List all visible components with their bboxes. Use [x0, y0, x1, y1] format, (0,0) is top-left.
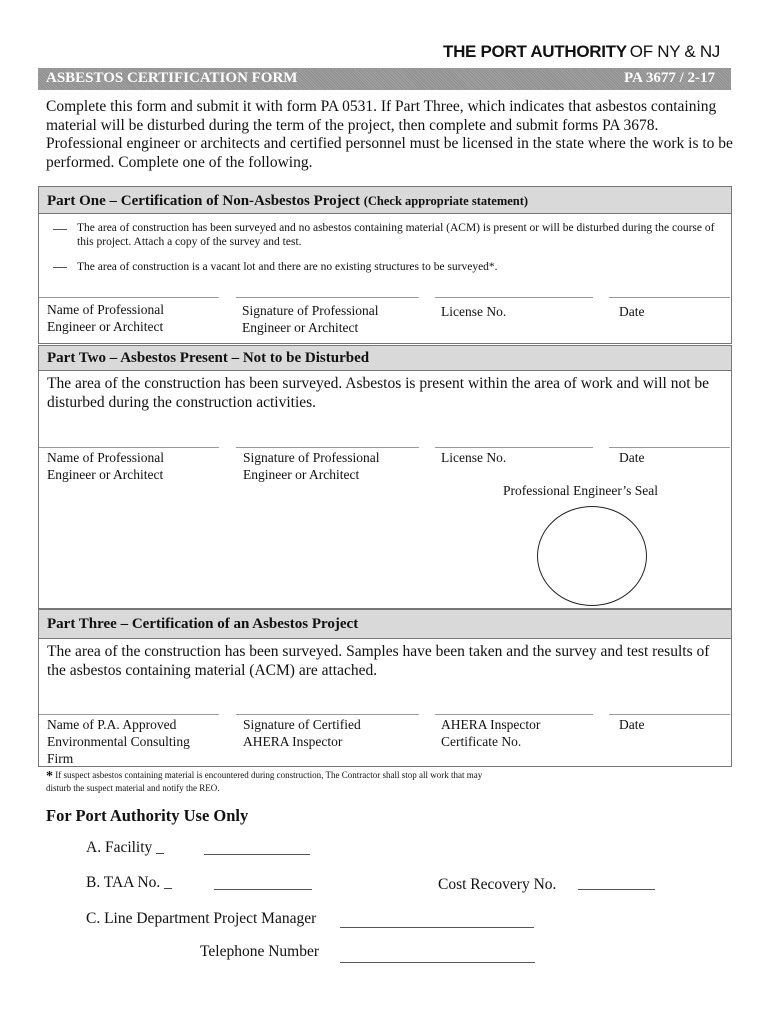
name-label: Name of Professional Engineer or Architect: [47, 450, 164, 482]
part-one-heading: Part One – Certification of Non-Asbestos Project: [47, 193, 360, 209]
name-signature-line[interactable]: [39, 297, 219, 298]
option-2-text: The area of construction is a vacant lot and there are no existing structures to be surveyed*.: [77, 261, 498, 273]
cost-recovery-field[interactable]: [578, 889, 655, 890]
part-one-header: [39, 187, 731, 214]
logo-regular-text: OF NY & NJ: [629, 42, 720, 61]
part-two-body: The area of the construction has been surveyed. Asbestos is present within the area of work and will not be disturbed during the construction activities.: [47, 375, 710, 411]
name-signature-line[interactable]: [39, 447, 219, 448]
taa-label: B. TAA No. _: [86, 874, 172, 891]
inspector-signature-line[interactable]: [236, 714, 419, 715]
part-one-heading-note: (Check appropriate statement): [363, 194, 529, 208]
telephone-label: Telephone Number: [200, 943, 319, 960]
date-label: Date: [619, 450, 645, 465]
firm-signature-line[interactable]: [39, 714, 219, 715]
license-label: License No.: [441, 304, 507, 319]
intro-instructions: Complete this form and submit it with form PA 0531. If Part Three, which indicates that asbestos containing material will be disturbed during the term of the project, then complete and submit forms PA 3678. Professional engineer or architects and certified personnel must be licensed in the state where the work is to be performed. Complete one of the following.: [46, 98, 733, 171]
signature-line[interactable]: [236, 447, 419, 448]
part-two-header: [39, 346, 731, 371]
facility-field[interactable]: [204, 854, 310, 855]
facility-label: A. Facility _: [86, 839, 164, 856]
signature-label: Signature of Professional Engineer or Architect: [242, 303, 379, 335]
option-1-checkbox[interactable]: [53, 229, 67, 230]
certificate-label: AHERA Inspector Certificate No.: [441, 717, 541, 749]
footnote: [46, 770, 486, 793]
certificate-line[interactable]: [435, 714, 593, 715]
date-label: Date: [619, 717, 645, 732]
engineer-seal-circle: [537, 506, 647, 606]
part-three-section: [38, 609, 732, 767]
part-three-body: The area of the construction has been surveyed. Samples have been taken and the survey and test results of the asbestos containing material (ACM) are attached.: [47, 643, 710, 679]
part-three-header: [39, 610, 731, 639]
date-line[interactable]: [609, 714, 730, 715]
form-number: PA 3677 / 2-17: [624, 70, 715, 86]
firm-label: Name of P.A. Approved Environmental Consulting Firm: [47, 717, 190, 766]
license-line[interactable]: [435, 297, 593, 298]
signature-label: Signature of Professional Engineer or Architect: [243, 450, 380, 482]
part-two-section: [38, 345, 732, 609]
project-manager-label: C. Line Department Project Manager: [86, 910, 317, 927]
inspector-signature-label: Signature of Certified AHERA Inspector: [243, 717, 361, 749]
cost-recovery-label: Cost Recovery No.: [438, 876, 557, 893]
seal-label: Professional Engineer’s Seal: [503, 483, 658, 498]
name-label: Name of Professional Engineer or Architect: [47, 302, 164, 334]
form-title-bar: [38, 68, 731, 90]
footnote-star: *: [46, 769, 53, 784]
date-line[interactable]: [609, 297, 730, 298]
date-line[interactable]: [609, 447, 730, 448]
port-authority-logo: [443, 42, 720, 62]
license-label: License No.: [441, 450, 507, 465]
logo-bold-text: THE PORT AUTHORITY: [442, 42, 627, 61]
option-1-text: The area of construction has been surveyed and no asbestos containing material (ACM) is present or will be disturbed during the course of this project. Attach a copy of the survey and test.: [77, 222, 715, 248]
pa-use-heading: For Port Authority Use Only: [46, 806, 249, 825]
project-manager-field[interactable]: [340, 927, 534, 928]
form-title: ASBESTOS CERTIFICATION FORM: [46, 70, 298, 86]
telephone-field[interactable]: [340, 962, 535, 963]
taa-field[interactable]: [214, 889, 312, 890]
option-2-checkbox[interactable]: [53, 267, 67, 268]
date-label: Date: [619, 304, 645, 319]
part-one-section: [38, 186, 732, 344]
part-three-heading: Part Three – Certification of an Asbestos Project: [47, 616, 359, 632]
part-two-heading: Part Two – Asbestos Present – Not to be Disturbed: [47, 350, 370, 366]
license-line[interactable]: [435, 447, 593, 448]
footnote-text: If suspect asbestos containing material is encountered during construction, The Contractor shall stop all work that may disturb the suspect material and notify the REO.: [46, 770, 483, 793]
signature-line[interactable]: [236, 297, 419, 298]
